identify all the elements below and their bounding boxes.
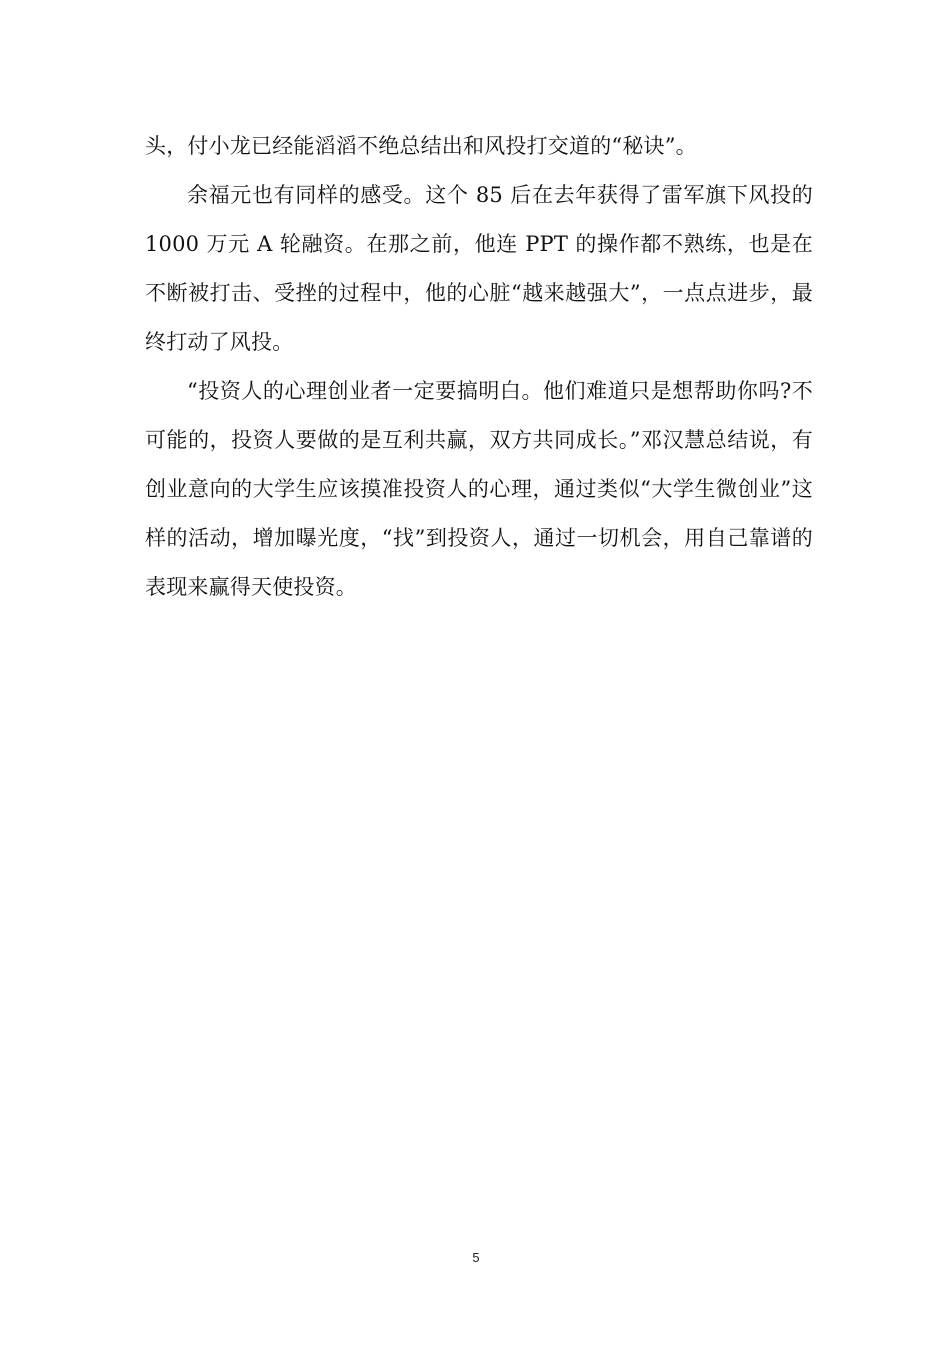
paragraph-continuation: 头，付小龙已经能滔滔不绝总结出和风投打交道的“秘诀”。 <box>145 134 697 158</box>
paragraph-yu-fuyuan: 余福元也有同样的感受。这个 85 后在去年获得了雷军旗下风投的 1000 万元 A 轮融资。在那之前，他连 PPT 的操作都不熟练，也是在不断被打击、受挫的过程中，他的心脏“越来越强大”，一点点进步，最终打动了风投。 <box>145 183 813 354</box>
page-number: 5 <box>472 1250 480 1265</box>
paragraph-investor-psychology: “投资人的心理创业者一定要搞明白。他们难道只是想帮助你吗?不可能的，投资人要做的是互利共赢，双方共同成长。”邓汉慧总结说，有创业意向的大学生应该摸准投资人的心理，通过类似“大学生微创业”这样的活动，增加曝光度，“找”到投资人，通过一切机会，用自己靠谱的表现来赢得天使投资。 <box>145 379 813 599</box>
body-text <box>145 122 813 612</box>
